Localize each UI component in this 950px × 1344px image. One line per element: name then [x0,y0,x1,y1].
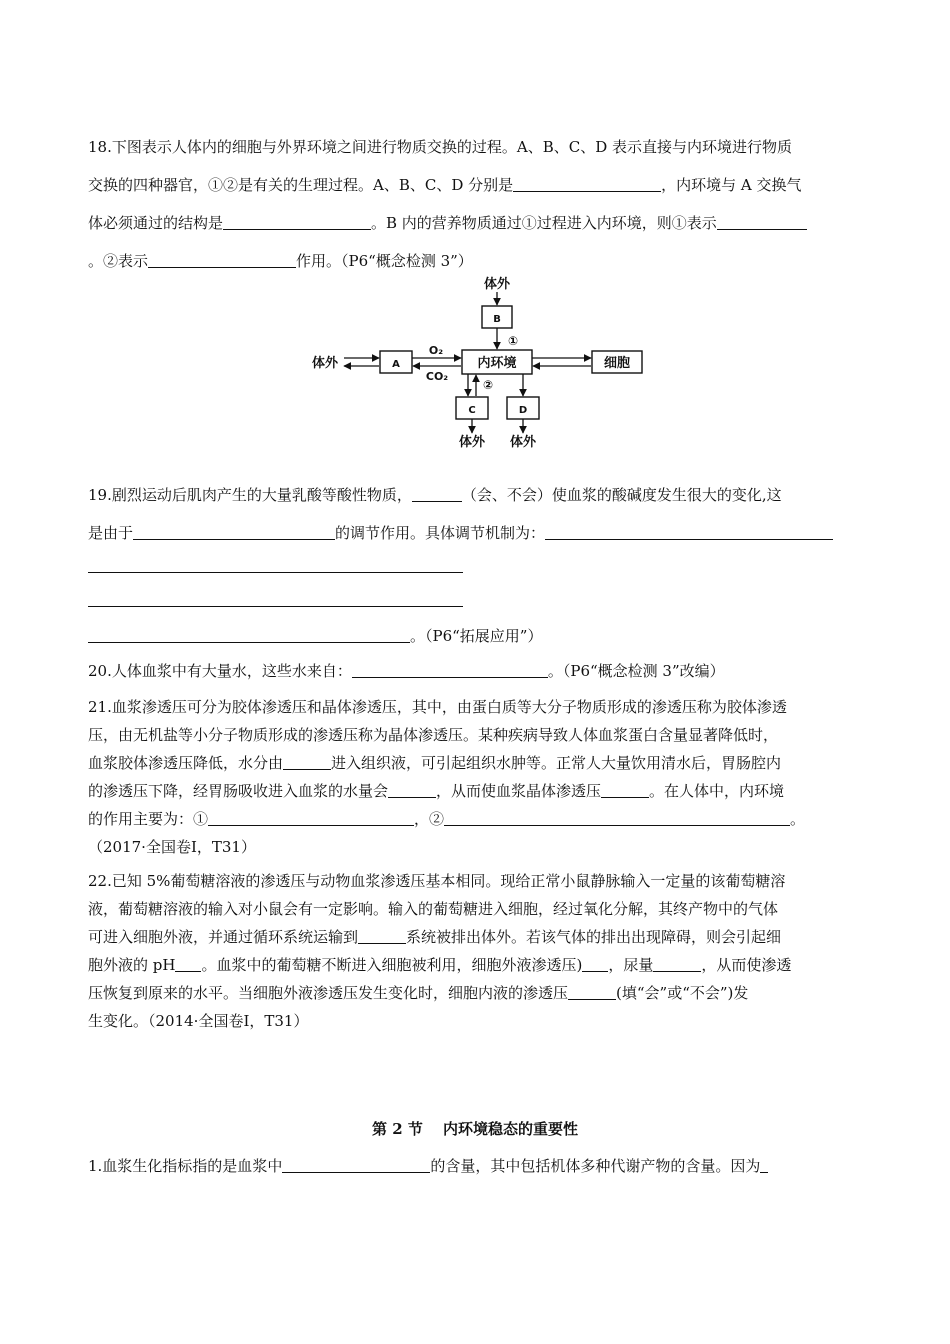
question-20: 20.人体血浆中有大量水，这些水来自： 。（P6“概念检测 3”改编） [88,662,725,680]
answer-line[interactable] [88,606,463,607]
answer-blank[interactable] [653,956,701,972]
question-19-line-5: 。（P6“拓展应用”） [88,625,866,645]
co2-label: CO₂ [425,370,449,383]
answer-blank[interactable] [283,754,331,770]
answer-blank[interactable] [444,810,790,826]
answer-blank[interactable] [282,1157,430,1173]
box-c-label: C [468,405,476,416]
top-outside-label: 体外 [483,277,511,292]
process-2-label: ② [483,378,494,392]
answer-line[interactable] [88,572,463,573]
answer-blank[interactable] [208,810,414,826]
answer-blank[interactable] [388,782,436,798]
answer-blank[interactable] [717,214,807,230]
answer-blank[interactable] [412,486,462,502]
answer-blank[interactable] [223,214,371,230]
internal-environment-label: 内环境 [477,356,517,371]
cell-label: 细胞 [603,356,631,371]
answer-blank[interactable] [358,928,406,944]
left-outside-label: 体外 [312,356,339,371]
box-a-label: A [392,359,400,370]
section-title: 内环境稳态的重要性 [442,1120,578,1138]
o2-label: O₂ [428,344,444,357]
answer-blank[interactable] [352,662,548,678]
answer-blank[interactable] [568,984,616,1000]
question-22: 22.已知 5%葡萄糖溶液的渗透压与动物血浆渗透压基本相同。现给正常小鼠静脉输入一定量的该葡萄糖溶 液，葡萄糖溶液的输入对小鼠会有一定影响。输入的葡萄糖进入细胞，经过氧化分解，其终产物中的气体 可进入细胞外液，并通过循环系统运输到 系统被排出体外。若该气体的排出出现障碍，则会引起细 胞外液的 pH 。血浆中的葡萄糖不断进入细胞被利用，细胞外液渗透压) ，尿量 ，从而使渗透 压恢复到原来的水平。当细胞外液渗透压发生变化时，细胞内液的渗透压 (填“会”或“不会”)发 生变化。（2014·全国卷Ⅰ，T31） [88,872,792,1030]
bottom-outside-d-label: 体外 [509,435,537,450]
process-1-label: ① [508,334,519,348]
question-19: 19.剧烈运动后肌肉产生的大量乳酸等酸性物质， （会、不会）使血浆的酸碱度发生很大的变化,这 [88,486,782,504]
answer-blank[interactable] [545,524,833,540]
question-19-line-2: 是由于 的调节作用。具体调节机制为： [88,522,866,542]
exchange-diagram [300,270,660,450]
q18-text: 18.下图表示人体内的细胞与外界环境之间进行物质交换的过程。A、B、C、D 表示直接与内环境进行物质 [88,138,792,156]
answer-blank[interactable] [148,252,296,268]
answer-blank[interactable] [133,524,335,540]
answer-blank[interactable] [175,956,201,972]
question-21: 21.血浆渗透压可分为胶体渗透压和晶体渗透压，其中，由蛋白质等大分子物质形成的渗透压称为胶体渗透 压，由无机盐等小分子物质形成的渗透压称为晶体渗透压。某种疾病导致人体血浆蛋白含量显著降低时， 血浆胶体渗透压降低，水分由 进入组织液，可引起组织水肿等。正常人大量饮用清水后，胃肠腔内 的渗透压下降，经胃肠吸收进入血浆的水量会 ，从而使血浆晶体渗透压 。在人体中，内环境 的作用主要为：① ，② 。 （2017·全国卷Ⅰ，T31） [88,698,806,856]
section-question-1: 1.血浆生化指标指的是血浆中 的含量，其中包括机体多种代谢产物的含量。因为 [88,1155,866,1175]
section-heading [0,1118,950,1139]
answer-blank[interactable] [760,1157,768,1173]
section-number: 第 2 节 [372,1120,423,1138]
answer-blank[interactable] [601,782,649,798]
answer-blank[interactable] [513,176,661,192]
question-18: 18.下图表示人体内的细胞与外界环境之间进行物质交换的过程。A、B、C、D 表示直接与内环境进行物质 交换的四种器官，①②是有关的生理过程。A、B、C、D 分别是 ，内环境与 A 交换气 体必须通过的结构是 。B 内的营养物质通过①过程进入内环境，则①表示 。②表示 作用。（P6“概念检测 3”） [88,128,866,280]
box-b-label: B [493,314,501,325]
answer-blank[interactable] [88,627,410,643]
box-d-label: D [518,405,528,416]
bottom-outside-c-label: 体外 [458,435,486,450]
answer-blank[interactable] [582,956,608,972]
